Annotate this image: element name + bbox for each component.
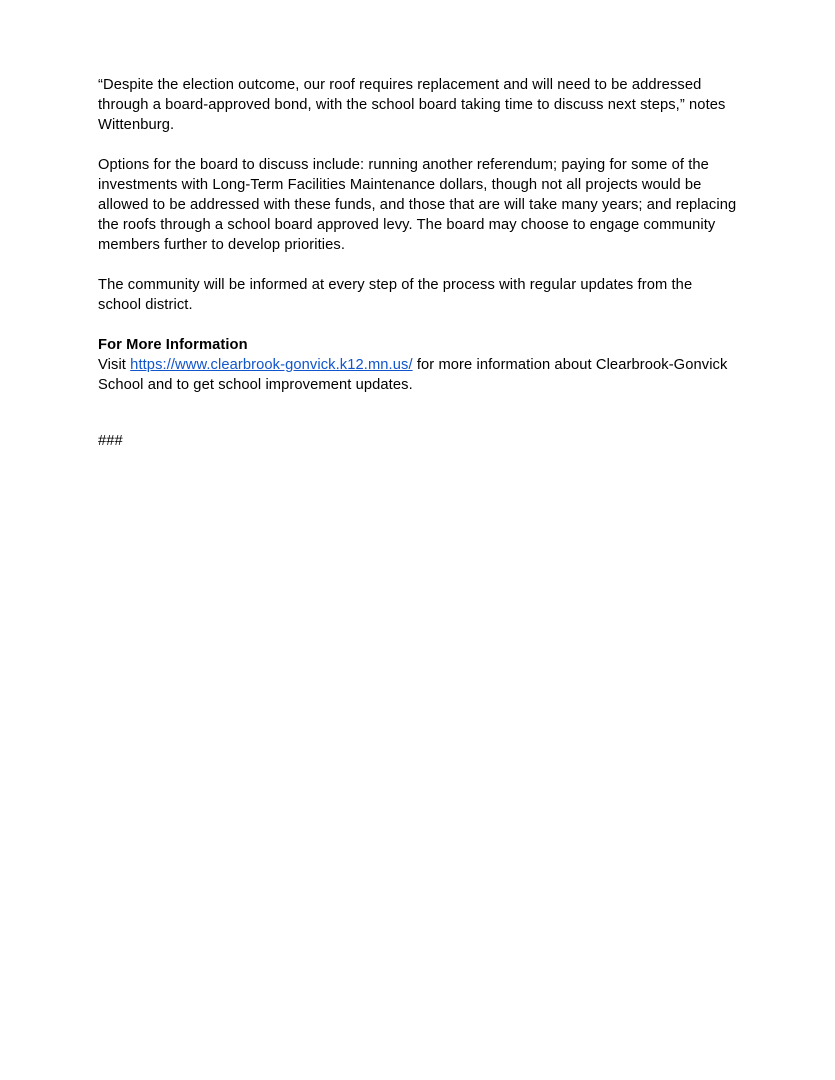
info-paragraph-suffix: for more information about Clearbrook-Gonvick School and to get school improvement updates.: [98, 357, 728, 393]
info-paragraph-prefix: Visit: [98, 357, 131, 373]
document-content: [98, 75, 738, 451]
community-paragraph: The community will be informed at every step of the process with regular updates from the school district.: [98, 277, 693, 313]
end-mark: ###: [98, 433, 123, 449]
for-more-information-heading: For More Information: [98, 337, 248, 353]
quote-paragraph: “Despite the election outcome, our roof requires replacement and will need to be addressed through a board-approved bond, with the school board taking time to discuss next steps,” notes Wittenburg.: [98, 77, 726, 133]
school-website-link[interactable]: https://www.clearbrook-gonvick.k12.mn.us/: [130, 357, 413, 373]
info-paragraph: [98, 355, 738, 395]
options-paragraph: Options for the board to discuss include: running another referendum; paying for some of the investments with Long-Term Facilities Maintenance dollars, though not all projects would be allowed to be addressed with these funds, and those that are will take many years; and replacing the roofs through a school board approved levy. The board may choose to engage community members further to develop priorities.: [98, 157, 737, 253]
